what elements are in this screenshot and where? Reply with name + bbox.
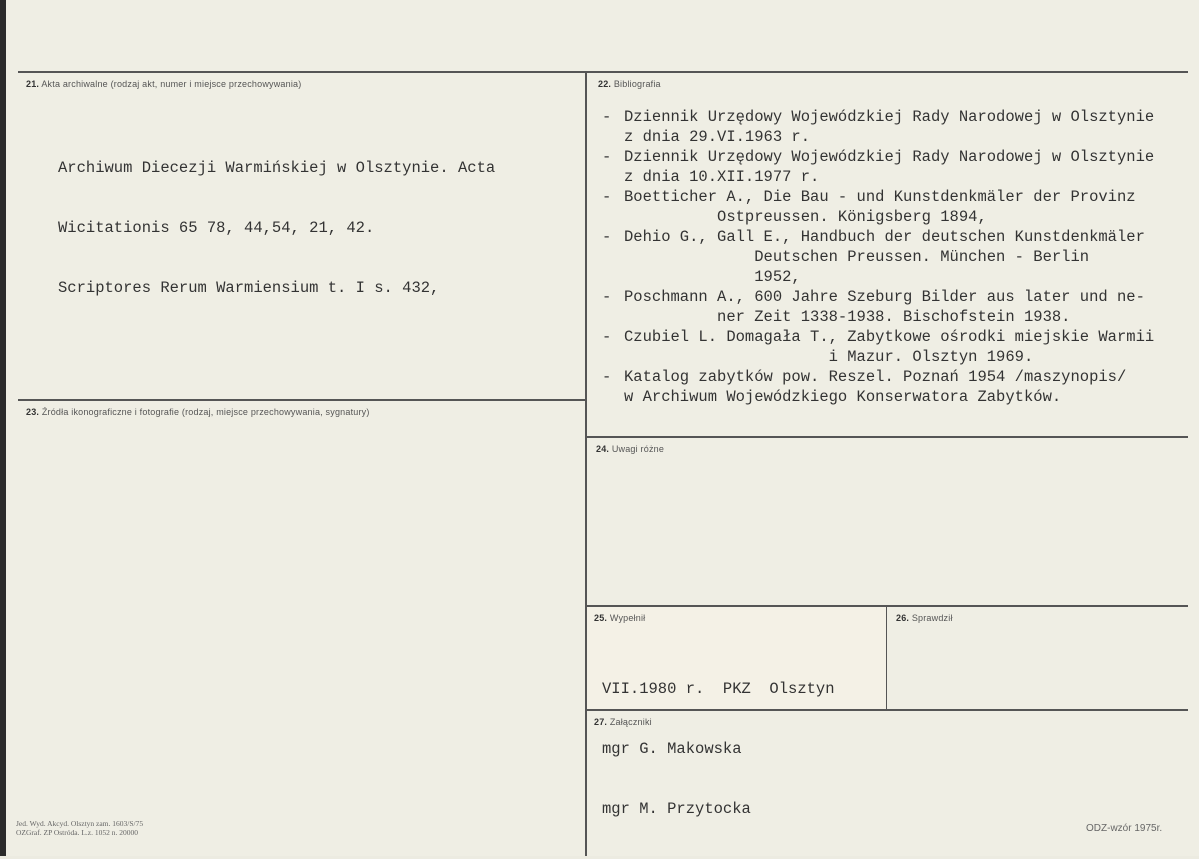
right-rule-24 [587,436,1188,438]
bullet-dash: - [602,288,612,306]
bullet-dash: - [602,368,612,386]
remarks-label: 24. Uwagi różne [596,444,665,454]
bibliography-line: Katalog zabytków pow. Reszel. Poznań 1954 /maszynopis/ [624,368,1127,386]
bibliography-item [602,227,1154,287]
bibliography-item [602,147,1154,187]
printer-line: Jed. Wyd. Akcyd. Olsztyn zam. 1603/S/75 [16,819,144,828]
checked-by-label: 26. Sprawdził [896,613,953,623]
center-divider [585,71,587,856]
archival-line: Wicitationis 65 78, 44,54, 21, 42. [58,219,375,237]
iconography-label: 23. Źródła ikonograficzne i fotografie (rodzaj, miejsce przechowywania, sygnatury) [26,407,370,417]
bibliography-line: i Mazur. Olsztyn 1969. [624,348,1034,366]
bullet-dash: - [602,108,612,126]
bibliography-item [602,107,1154,147]
left-mid-rule [18,399,585,401]
archival-records-label: 21. Akta archiwalne (rodzaj akt, numer i miejsce przechowywania) [26,79,302,89]
bibliography-line: Dziennik Urzędowy Wojewódzkiej Rady Narodowej w Olsztynie [624,148,1155,166]
attachments-label: 27. Załączniki [594,717,652,727]
archival-line: Scriptores Rerum Warmiensium t. I s. 432, [58,279,440,297]
filled-by-text [602,639,835,859]
form-id: ODZ-wzór 1975r. [1086,823,1163,834]
bibliography-line: Dziennik Urzędowy Wojewódzkiej Rady Narodowej w Olsztynie [624,108,1155,126]
bibliography-item [602,327,1154,367]
bibliography-line: w Archiwum Wojewódzkiego Konserwatora Zabytków. [624,388,1062,406]
bibliography-line: Ostpreussen. Königsberg 1894, [624,208,987,226]
bibliography-list [602,107,1154,407]
archival-line: Archiwum Diecezji Warmińskiej w Olsztynie. Acta [58,159,496,177]
bullet-dash: - [602,228,612,246]
bibliography-line: ner Zeit 1338-1938. Bischofstein 1938. [624,308,1071,326]
bibliography-line: Deutschen Preussen. München - Berlin [624,248,1090,266]
printer-imprint [16,819,143,837]
archival-records-text [58,118,495,338]
bibliography-line: Czubiel L. Domagała T., Zabytkowe ośrodki miejskie Warmii [624,328,1155,346]
bibliography-line: z dnia 10.XII.1977 r. [624,168,820,186]
bullet-dash: - [602,188,612,206]
bibliography-item [602,287,1154,327]
printer-line: OZGraf. ZP Ostróda. L.z. 1052 n. 20000 [16,828,138,837]
bibliography-line: Boetticher A., Die Bau - und Kunstdenkmäler der Provinz [624,188,1136,206]
bibliography-line: 1952, [624,268,801,286]
filled-by-line: mgr M. Przytocka [602,800,751,818]
top-rule [18,71,1188,73]
bullet-dash: - [602,328,612,346]
bibliography-item [602,187,1154,227]
filled-by-line: mgr G. Makowska [602,740,742,758]
divider-25-26 [886,605,887,709]
bibliography-label: 22. Bibliografia [598,79,661,89]
bibliography-line: Dehio G., Gall E., Handbuch der deutschen Kunstdenkmäler [624,228,1145,246]
bullet-dash: - [602,148,612,166]
bibliography-line: z dnia 29.VI.1963 r. [624,128,811,146]
bibliography-item [602,367,1154,407]
bibliography-line: Poschmann A., 600 Jahre Szeburg Bilder aus later und ne- [624,288,1145,306]
filled-by-line: VII.1980 r. PKZ Olsztyn [602,680,835,698]
filled-by-label: 25. Wypełnił [594,613,646,623]
